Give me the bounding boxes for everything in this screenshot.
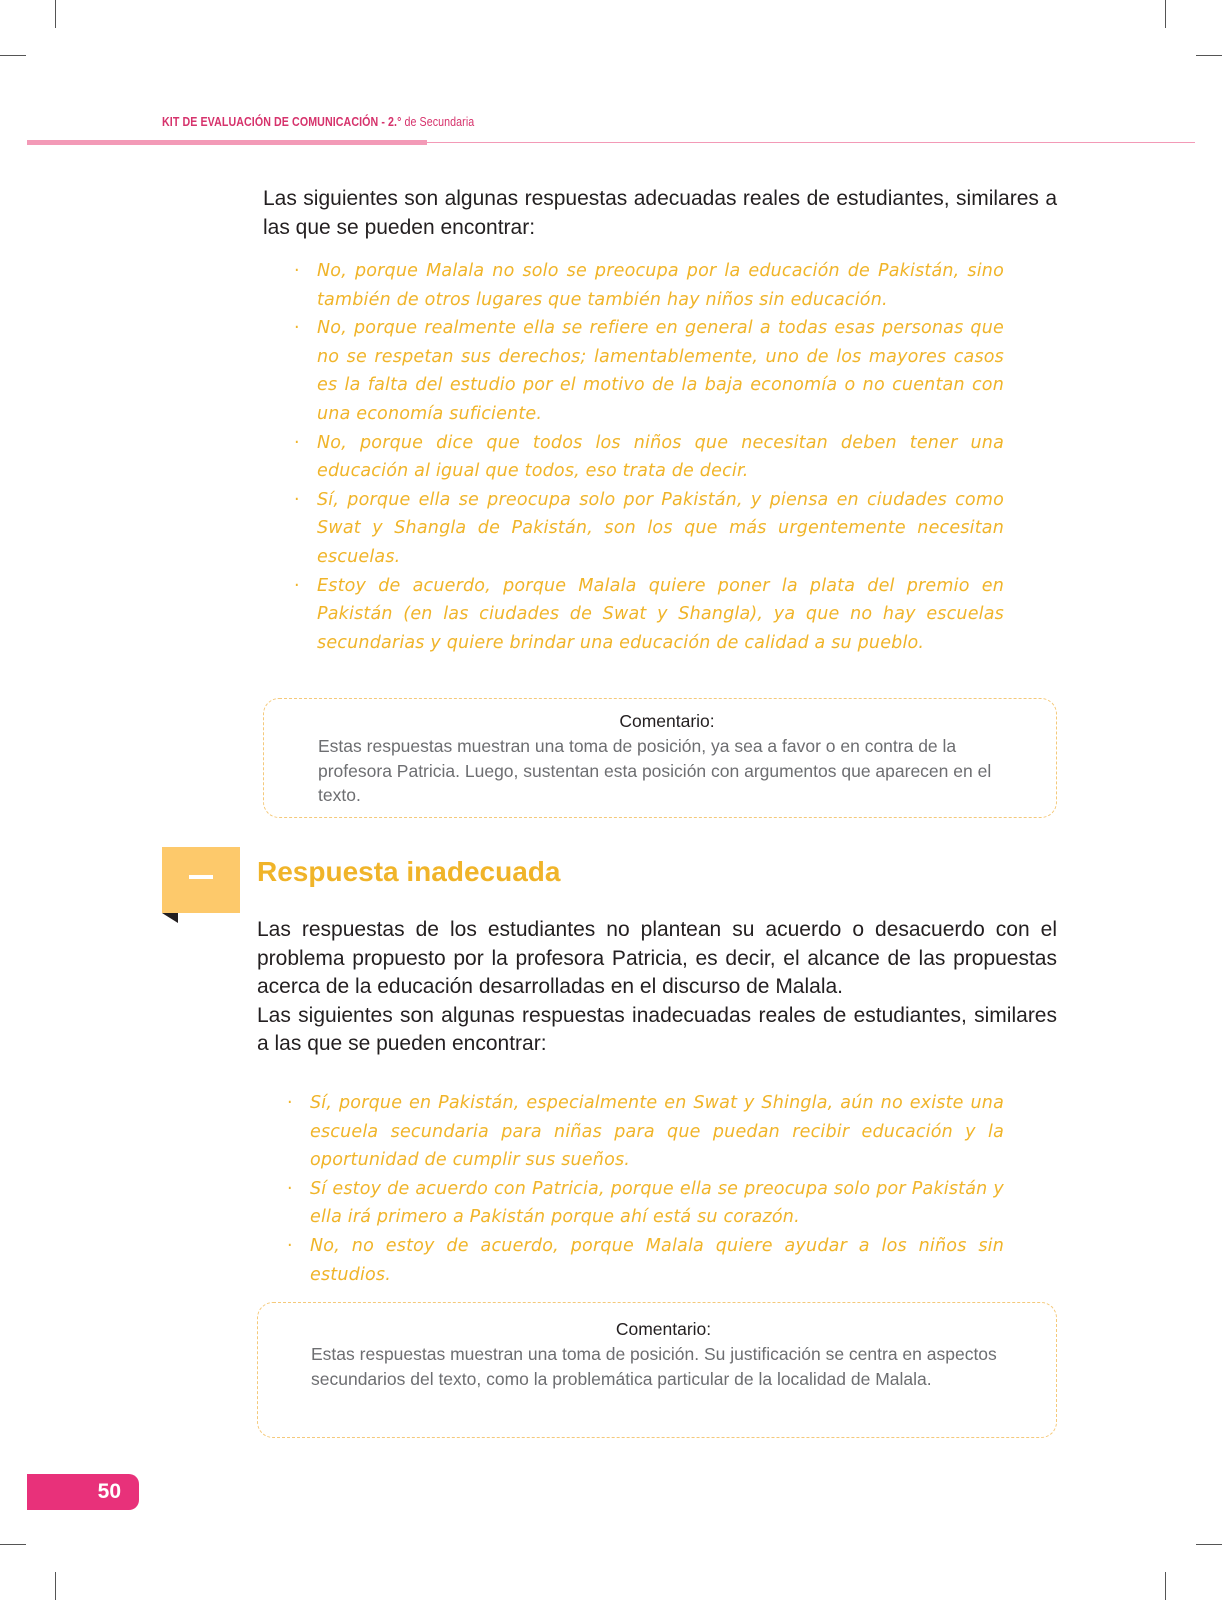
adequate-answer-list bbox=[292, 257, 1004, 657]
comment-title: Comentario: bbox=[615, 1319, 712, 1339]
running-header bbox=[162, 114, 474, 129]
section-badge bbox=[162, 847, 240, 913]
crop-mark bbox=[0, 55, 26, 56]
inadequate-intro bbox=[257, 916, 1057, 1059]
crop-mark bbox=[0, 1544, 26, 1545]
header-rule bbox=[27, 140, 427, 145]
comment-text: Estas respuestas muestran una toma de posición. Su justificación se centra en aspectos secundarios del texto, como la problemática particular de la localidad de Malala. bbox=[311, 1344, 997, 1389]
crop-mark bbox=[55, 1572, 56, 1600]
badge-fold bbox=[162, 913, 178, 923]
list-item: · Sí, porque ella se preocupa solo por Pakistán, y piensa en ciudades como Swat y Shangla de Pakistán, son los que más urgentemente necesitan escuelas. bbox=[292, 486, 1004, 572]
kit-title: KIT DE EVALUACIÓN DE COMUNICACIÓN - 2.° bbox=[162, 114, 405, 129]
inadequate-paragraph-2: Las siguientes son algunas respuestas inadecuadas reales de estudiantes, similares a las que se pueden encontrar: bbox=[257, 1003, 1057, 1055]
list-item: · No, porque dice que todos los niños que necesitan deben tener una educación al igual que todos, eso trata de decir. bbox=[292, 429, 1004, 486]
inadequate-paragraph-1: Las respuestas de los estudiantes no plantean su acuerdo o desacuerdo con el problema propuesto por la profesora Patricia, es decir, el alcance de las propuestas acerca de la educación desarrolladas en el discurso de Malala. bbox=[257, 918, 1057, 998]
comment-text: Estas respuestas muestran una toma de posición, ya sea a favor o en contra de la profesora Patricia. Luego, sustentan esta posición con argumentos que aparecen en el texto. bbox=[318, 736, 992, 805]
minus-icon bbox=[189, 875, 213, 879]
inadequate-comment-box bbox=[257, 1302, 1057, 1438]
adequate-intro-text: Las siguientes son algunas respuestas adecuadas reales de estudiantes, similares a las que se pueden encontrar: bbox=[263, 187, 1057, 239]
list-item: · Estoy de acuerdo, porque Malala quiere poner la plata del premio en Pakistán (en las ciudades de Swat y Shangla), ya que no hay escuelas secundarias y quiere brindar una educación de calidad a su pueblo. bbox=[292, 572, 1004, 658]
inadequate-answer-list bbox=[285, 1089, 1004, 1289]
list-item: · Sí, porque en Pakistán, especialmente en Swat y Shingla, aún no existe una escuela secundaria para niñas para que puedan recibir educación y la oportunidad de cumplir sus sueños. bbox=[285, 1089, 1004, 1175]
grade-label: de Secundaria bbox=[404, 114, 475, 129]
comment-title: Comentario: bbox=[619, 711, 715, 731]
adequate-comment-box bbox=[263, 698, 1057, 818]
crop-mark bbox=[55, 0, 56, 28]
crop-mark bbox=[1196, 1544, 1222, 1545]
list-item: · No, porque realmente ella se refiere en general a todas esas personas que no se respetan sus derechos; lamentablemente, uno de los mayores casos es la falta del estudio por el motivo de la baja economía o no cuentan con una economía suficiente. bbox=[292, 314, 1004, 428]
section-title: Respuesta inadecuada bbox=[257, 856, 561, 887]
list-item: · No, no estoy de acuerdo, porque Malala quiere ayudar a los niños sin estudios. bbox=[285, 1232, 1004, 1289]
list-item: · No, porque Malala no solo se preocupa por la educación de Pakistán, sino también de otros lugares que también hay niños sin educación. bbox=[292, 257, 1004, 314]
list-item: · Sí estoy de acuerdo con Patricia, porque ella se preocupa solo por Pakistán y ella irá primero a Pakistán porque ahí está su corazón. bbox=[285, 1175, 1004, 1232]
adequate-intro bbox=[263, 185, 1057, 242]
crop-mark bbox=[1196, 55, 1222, 56]
crop-mark bbox=[1165, 1572, 1166, 1600]
header-rule-thin bbox=[427, 142, 1195, 143]
page-number: 50 bbox=[27, 1474, 139, 1510]
crop-mark bbox=[1165, 0, 1166, 28]
